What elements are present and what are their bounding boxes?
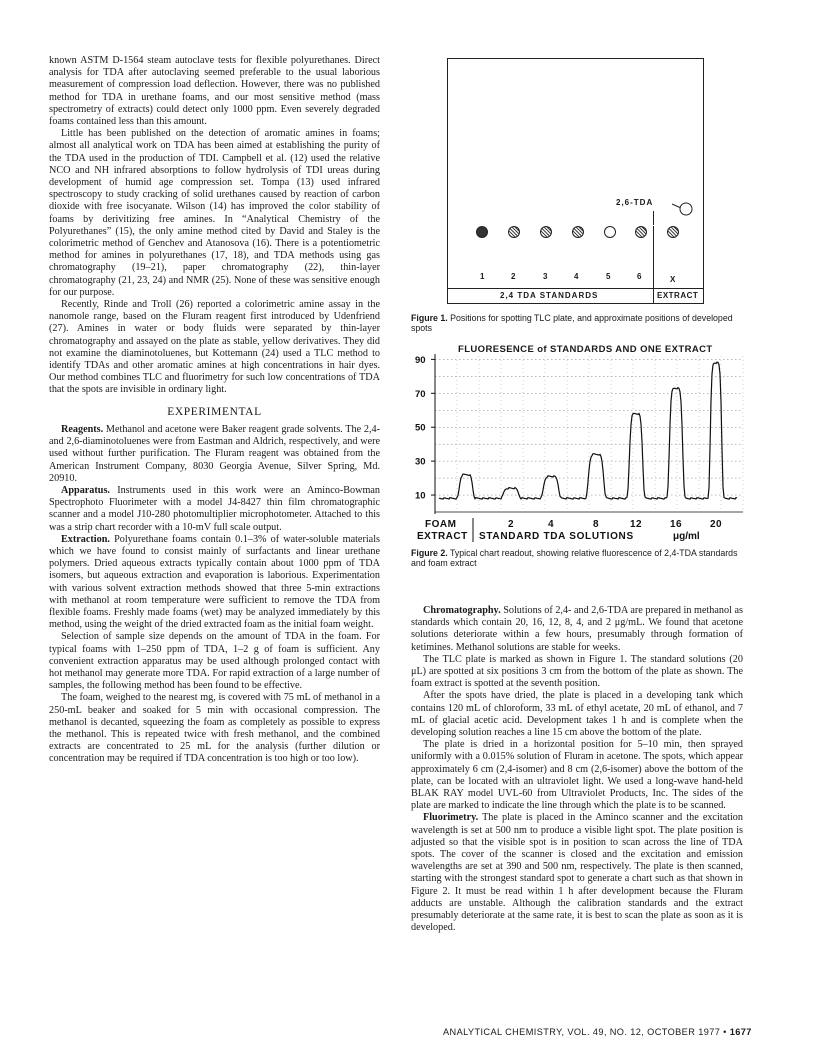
run-in-heading: Reagents. [61,423,104,435]
y-tick-label: 30 [415,456,426,468]
caption-text: Positions for spotting TLC plate, and approximate positions of developed spots [411,313,733,334]
paragraph-text: Solutions of 2,4- and 2,6-TDA are prepared in methanol as standards which contain 20, 16, 12, 8, 4, and 2 μg/mL. We found that acetone solutions deteriorate within a few hours, presumably through formation of ketimines. Methanol solutions are stable for weeks. [411,605,743,653]
spot-4 [572,226,584,238]
spot-2-6-isomer [680,203,692,215]
paragraph-text: Methanol and acetone were Baker reagent grade solvents. The 2,4- and 2,6-diaminotoluenes were from Eastman and Aldrich, respectively, and were used without further purification. The Fluram reagent was obtained from the American Instrument Company, 8030 Georgia Avenue, Silver Spring, Md. 20910. [49,423,380,484]
x-labels [417,518,722,542]
x-label: 2 [507,519,515,530]
spot-5 [604,226,616,238]
y-tick-label: 90 [415,354,426,366]
x-label: 12 [629,519,643,530]
extract-label: EXTRACT [657,291,699,300]
page-footer [443,1027,752,1037]
label-2-6-tda: 2,6-TDA [616,198,654,207]
spot-3 [540,226,552,238]
run-in-heading: Apparatus. [61,484,110,496]
paragraph: Recently, Rinde and Troll (26) reported a colorimetric amine assay in the nanomole range, based on the Fluram reagent first introduced by Udenfriend (27). Amines in water or body fluids were separated by thin-layer chromatography and assayed on the plate as stable, yellow derivatives. They did not examine the diaminotoluenes, but Kottemann (24) used a TLC method to identify TDAs and other aromatic amines at high concentrations in hair dyes. Our method combines TLC and fluorimetry for such low concentrations of TDA that the spots are invisible in ordinary light. [49,299,380,396]
paragraph-extraction [49,534,380,632]
lane-number: 5 [606,272,612,281]
spot-extract [667,226,679,238]
chart-grid [435,356,743,512]
plate-baseline [448,288,703,289]
x-label: μg/ml [673,531,700,542]
lane-number: 3 [543,272,549,281]
run-in-heading: Extraction. [61,533,110,545]
run-in-heading: Fluorimetry. [423,812,479,824]
run-in-heading: Chromatography. [423,605,501,616]
standards-label: 2,4 TDA STANDARDS [500,291,599,300]
paragraph-text: The plate is placed in the Aminco scanner and the excitation wavelength is set at 500 nm to produce a visible light spot. The plate position is adjusted so that the visible spot is in position to scan across the line of TDA spots. The cover of the scanner is closed and the excitation and emission wavelengths are set at 390 and 500 nm, respectively. The plate is then scanned, starting with the strongest standard spot to generate a chart such as that shown in Figure 2. It must be read within 1 h after development because the Fluram adducts are unstable. Although the calibration standards and the extract presumably deteriorate at the same rate, it is best to scan the plate as soon as it is developed. [411,812,743,934]
paragraph-reagents [49,424,380,485]
y-tick-label: 70 [415,388,426,400]
caption-label: Figure 1. [411,313,448,323]
fluorescence-trace [439,362,737,499]
figure-2-caption [411,548,746,568]
chart-axis [435,354,743,514]
spot-2 [508,226,520,238]
figure-1-tlc-plate [447,58,704,304]
paragraph-apparatus [49,485,380,534]
paragraph-chromatography [411,605,743,654]
x-label: EXTRACT [417,531,468,542]
x-label: 4 [547,519,555,530]
paragraph: After the spots have dried, the plate is placed in a developing tank which contains 120 mL of chloroform, 33 mL of ethyl acetate, 20 mL of ethanol, and 7 mL of glacial acetic acid. Development takes 1 h and is complete when the developing solution reaches a line 15 cm above the bottom of the plate. [411,690,743,739]
x-label: FOAM [425,519,457,530]
figure-2-chart [411,346,747,551]
lane-number: 2 [511,272,517,281]
caption-label: Figure 2. [411,548,448,558]
lane-number: 6 [637,272,643,281]
paragraph: The plate is dried in a horizontal position for 5–10 min, then sprayed uniformly with a 0.015% solution of Fluram in acetone. The spots, which appear approximately 6 cm (2,4-isomer) and 8 cm (2,6-isomer) above the bottom of the plate, can be located with an ultraviolet light. We used a long-wave hand-held BLAK RAY model UVL-60 from Ultraviolet Products, Inc. The sides of the plate are marked to indicate the line through which the plate is to be scanned. [411,739,743,812]
x-label: 16 [669,519,683,530]
arrow-line [672,204,681,208]
y-tick-labels [415,355,435,502]
lane-number: 1 [480,272,486,281]
section-heading: EXPERIMENTAL [167,405,262,418]
right-column [411,605,743,934]
plate-divider-upper [653,211,654,225]
lane-number: X [670,275,677,284]
x-label: STANDARD TDA SOLUTIONS [479,531,634,542]
lane-number: 4 [574,272,580,281]
paragraph-text: Polyurethane foams contain 0.1–3% of water-soluble materials which we have found to consist mainly of surfactants and linear urethane polymers. Dried aqueous extracts typically contain about 1000 ppm of TDA isomers, but aqueous extraction and evaporation is laborious. Experimentation with various solvent extraction methods showed that three 5-min extractions with methanol at room temperature were sufficient to remove the TDA from flexible foams. Freshly made foams (wet) may be analyzed immediately by this method, using the weight of the dried extracted foam as the initial foam weight. [49,533,380,631]
paragraph: The TLC plate is marked as shown in Figure 1. The standard solutions (20 μL) are spotted at six positions 3 cm from the bottom of the plate as shown. The foam extract is spotted at the seventh position. [411,653,743,690]
figure-1-caption [411,313,746,333]
figure-1-arrow [448,59,705,305]
chart-title: FLUORESENCE of STANDARDS AND ONE EXTRACT [458,344,713,355]
y-tick-label: 50 [415,422,426,434]
page-number: 1677 [729,1027,752,1037]
x-label: 8 [592,519,600,530]
paragraph-fluorimetry [411,812,743,934]
spot-6 [635,226,647,238]
spot-1 [476,226,488,238]
caption-text: Typical chart readout, showing relative fluorescence of 2,4-TDA standards and foam extract [411,548,738,569]
paragraph: Selection of sample size depends on the amount of TDA in the foam. For typical foams with 1–250 ppm of TDA, 1–2 g of foam is sufficient. Any convenient extraction apparatus may be used although prolonged contact with hot methanol may generate more TDA. For rapid extraction of a large number of samples, the following method has been found to be effective. [49,631,380,692]
plate-divider [653,226,654,304]
paragraph: Little has been published on the detection of aromatic amines in foams; almost all analytical work on TDA has been aimed at establishing the purity of the TDA used in the production of TDI. Campbell et al. (12) used the relative NCO and NH infrared absorptions to follow hydrolysis of TDI ureas during development of humid age compression set. Tompa (13) used infrared spectroscopy to study cracking of solid urethanes caused by reaction of carbon dioxide with free isocyanate. Wilson (14) has improved the color stability of foams by derivitizing free amines. In “Analytical Chemistry of the Polyurethanes” (15), the only amine method cited by David and Staley is the colorimetric method of Genchev and Atanosova (16). There is a potentiometric method for amines in polyurethanes (17, 18), and TDA methods using gas chromatography (19–21), paper chromatography (22), thin-layer chromatography (21, 23, 24) and NMR (25). None of these was sensitive enough for our purpose. [49,128,380,298]
x-label: 20 [709,519,723,530]
paragraph: known ASTM D-1564 steam autoclave tests for flexible polyurethanes. Direct analysis for TDA after autoclaving seemed preferable to the usual laborious measurement of compression load deflection. However, there was no published method for TDA in urethane foams, and our most sensitive method (mass spectrometry of extracts) could detect only 1000 ppm. Even severely degraded foams contained less than this amount. [49,55,380,128]
paragraph-text: Instruments used in this work were an Aminco-Bowman Spectrophoto Fluorimeter with a model J4-8427 thin film chromatographic scanner and a model J10-280 photomultiplier microphotometer. Attached to this was a strip chart recorder with a 10-mV full scale output. [49,484,380,533]
paragraph: The foam, weighed to the nearest mg, is covered with 75 mL of methanol in a 250-mL beaker and soaked for 5 min with occasional compression. The methanol is decanted, squeezing the foam as completely as possible to express the methanol. This is repeated twice with fresh methanol, and the combined extracts are concentrated to 25 mL for the analysis (further dilution or concentration may be required if TDA concentration is too high or too low). [49,692,380,765]
left-column [49,55,380,766]
y-tick-label: 10 [415,490,426,502]
journal-citation: ANALYTICAL CHEMISTRY, VOL. 49, NO. 12, OCTOBER 1977 • [443,1027,730,1037]
